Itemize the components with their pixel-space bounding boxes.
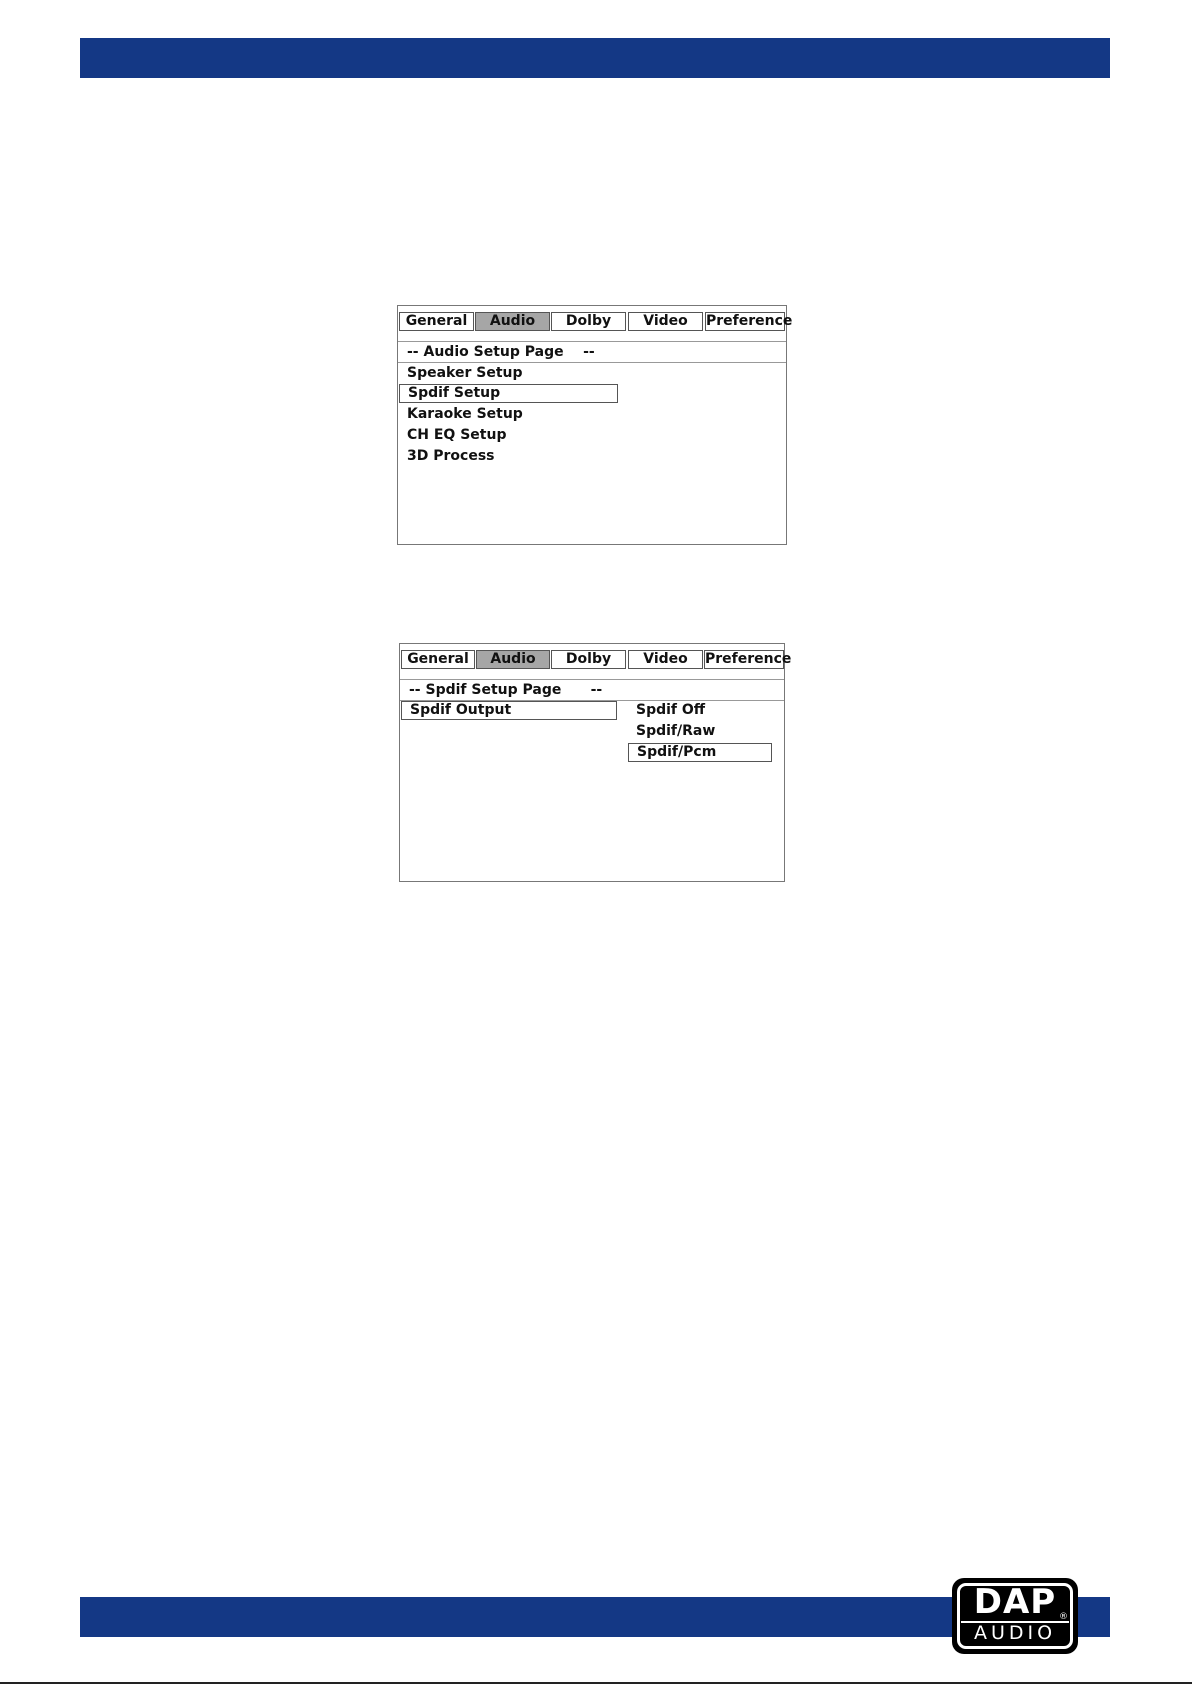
spdif-setup-menu (399, 643, 792, 882)
menu-item-spdif-output[interactable]: Spdif Output (401, 701, 617, 720)
title-divider (398, 362, 786, 363)
option-spdif-pcm[interactable]: Spdif/Pcm (628, 743, 772, 762)
tab-divider (400, 679, 784, 680)
menu-item-3d-process[interactable]: 3D Process (407, 448, 495, 464)
option-spdif-off[interactable]: Spdif Off (636, 702, 706, 718)
page-title: -- Spdif Setup Page -- (409, 682, 603, 698)
menu-item-spdif-setup[interactable]: Spdif Setup (399, 384, 618, 403)
logo-audio-text: AUDIO (973, 1622, 1057, 1644)
tab-video[interactable]: Video (628, 312, 703, 331)
option-spdif-raw[interactable]: Spdif/Raw (636, 723, 716, 739)
page-bottom-rule (0, 1682, 1192, 1684)
menu-item-speaker-setup[interactable]: Speaker Setup (407, 365, 523, 381)
audio-setup-menu (397, 305, 793, 545)
page-title: -- Audio Setup Page -- (407, 344, 595, 360)
dap-audio-logo (952, 1578, 1078, 1654)
tab-divider (398, 341, 786, 342)
tab-dolby[interactable]: Dolby (551, 312, 626, 331)
tab-general[interactable]: General (399, 312, 474, 331)
menu-tabs (400, 650, 792, 670)
menu-item-karaoke-setup[interactable]: Karaoke Setup (407, 406, 523, 422)
tab-audio[interactable]: Audio (476, 650, 550, 669)
menu-tabs (398, 312, 793, 332)
logo-dap-text: DAP (973, 1582, 1057, 1622)
tab-audio[interactable]: Audio (475, 312, 550, 331)
header-band (80, 38, 1110, 78)
tab-video[interactable]: Video (628, 650, 703, 669)
tab-dolby[interactable]: Dolby (551, 650, 626, 669)
tab-general[interactable]: General (401, 650, 475, 669)
tab-preference[interactable]: Preference (706, 313, 793, 329)
registered-mark: ® (1059, 1612, 1068, 1622)
menu-item-ch-eq-setup[interactable]: CH EQ Setup (407, 427, 507, 443)
tab-preference[interactable]: Preference (705, 651, 792, 667)
